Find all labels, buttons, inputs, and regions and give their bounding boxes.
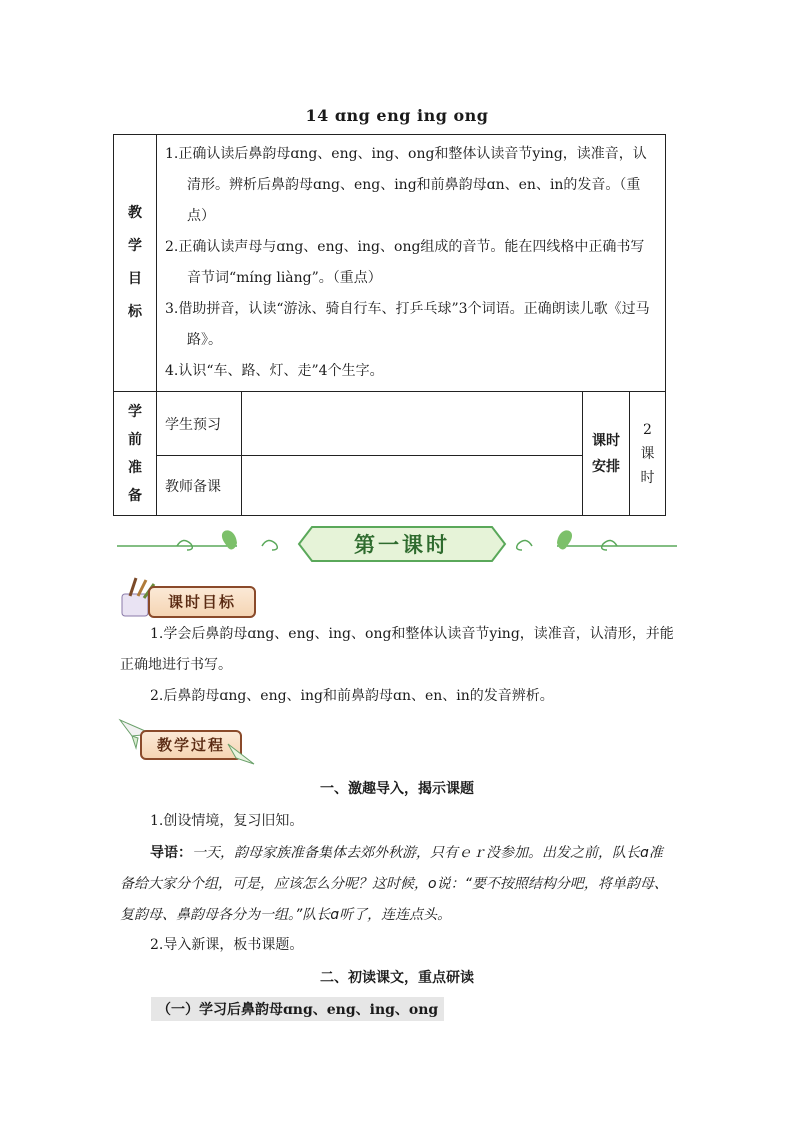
goals-label-char: 目	[128, 271, 142, 287]
heading-1: 一、激趣导入，揭示课题	[320, 781, 474, 797]
teacher-prep-label: 教师备课	[157, 456, 242, 516]
section-goals-label: 课时目标	[148, 586, 256, 618]
goals-label	[114, 135, 157, 392]
lesson-count-number: 2	[643, 421, 652, 438]
lead-label: 导语：	[150, 845, 192, 861]
goal-text-1: 1.学会后鼻韵母ɑng、eng、ing、ong和整体认读音节ying，读准音，认清形，并能正确地进行书写。	[120, 626, 674, 673]
lesson-one-banner	[117, 521, 677, 567]
lead-paragraph	[120, 838, 675, 931]
teaching-plan-table	[113, 134, 666, 516]
goals-label-char: 标	[128, 304, 142, 320]
lead-text: 一天，韵母家族准备集体去郊外秋游，只有ｅｒ没参加。出发之前，队长ɑ准备给大家分个组，可是，应该怎么分呢？这时候，o说：“要不按照结构分吧，将单韵母、复韵母、鼻韵母各分为一组。”队长ɑ听了，连连点头。	[120, 845, 668, 923]
lesson-count-unit: 课	[640, 445, 655, 462]
lesson-count-unit: 时	[640, 469, 655, 486]
goal-item: 4.认识“车、路、灯、走”4个生字。	[165, 363, 384, 379]
goal-item: 3.借助拼音，认读“游泳、骑自行车、打乒乓球”3个词语。正确朗读儿歌《过马路》。	[165, 301, 650, 348]
prep-label-char: 准	[128, 459, 142, 476]
prep-label	[114, 392, 157, 516]
step-2: 2.导入新课，板书课题。	[150, 937, 304, 953]
lesson-count-label-line: 课时	[592, 432, 620, 449]
paper-plane-icon	[226, 742, 256, 770]
goals-label-char: 学	[128, 238, 142, 254]
lesson-count-value	[630, 392, 666, 516]
section-process-header	[118, 716, 258, 770]
heading-2: 二、初读课文，重点研读	[320, 970, 474, 986]
section-goals-header	[118, 576, 258, 620]
step-1: 1.创设情境，复习旧知。	[150, 813, 304, 829]
lesson-count-label-line: 安排	[592, 458, 620, 475]
lesson-count-label	[583, 392, 630, 516]
prep-label-char: 前	[128, 431, 142, 448]
goals-content	[157, 135, 666, 392]
goals-label-char: 教	[128, 205, 142, 221]
student-prep-content	[242, 392, 583, 456]
section-process-label: 教学过程	[140, 730, 242, 760]
goal-text-2: 2.后鼻韵母ɑng、eng、ing和前鼻韵母ɑn、en、in的发音辨析。	[150, 688, 554, 704]
goal-item: 1.正确认读后鼻韵母ɑng、eng、ing、ong和整体认读音节ying，读准音，认清形。辨析后鼻韵母ɑng、eng、ing和前鼻韵母ɑn、en、in的发音。（重点）	[165, 146, 647, 224]
prep-label-char: 学	[128, 403, 142, 420]
goal-item: 2.正确认读声母与ɑng、eng、ing、ong组成的音节。能在四线格中正确书写音节词“míng liàng”。（重点）	[165, 239, 645, 286]
subheading-1: （一）学习后鼻韵母ɑng、eng、ing、ong	[151, 997, 444, 1021]
teacher-prep-content	[242, 456, 583, 516]
student-prep-label: 学生预习	[157, 392, 242, 456]
banner-text: 第一课时	[354, 533, 450, 557]
prep-label-char: 备	[128, 487, 142, 504]
lesson-title: 14 ɑng eng ing ong	[305, 106, 489, 125]
